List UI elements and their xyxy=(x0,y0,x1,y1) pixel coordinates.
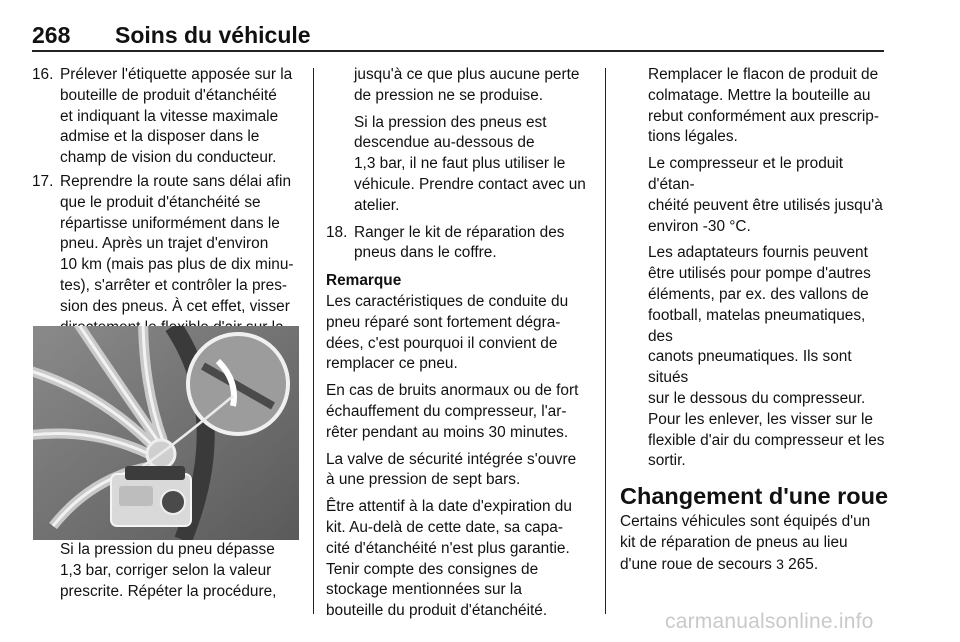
text-line: pneu. Après un trajet d'environ xyxy=(60,235,269,253)
list-item-18 xyxy=(326,223,598,265)
text-fragment: d'une roue de secours xyxy=(620,555,777,573)
text-line: Si la pression du pneu dépasse xyxy=(60,541,275,558)
paragraph xyxy=(620,512,890,575)
text-line: être utilisés pour pompe d'autres xyxy=(648,265,871,283)
item-number: 16. xyxy=(32,66,54,83)
text-line: Reprendre la route sans délai afin xyxy=(60,172,292,190)
text-line: kit de réparation de pneus au lieu xyxy=(620,533,848,551)
column-divider-2 xyxy=(605,68,606,614)
text-line: canots pneumatiques. Ils sont situés xyxy=(648,348,852,387)
text-line: Le compresseur et le produit d'étan- xyxy=(648,155,844,193)
text-line: football, matelas pneumatiques, des xyxy=(648,306,866,345)
text-line: La valve de sécurité intégrée s'ouvre xyxy=(326,450,577,468)
paragraph xyxy=(620,154,890,237)
text-line: 1,3 bar, corriger selon la valeur xyxy=(60,561,272,579)
text-line: Les caractéristiques de conduite du xyxy=(326,292,569,310)
page-title: Soins du véhicule xyxy=(115,22,311,48)
column-divider-1 xyxy=(313,68,314,614)
text-line: répartisse uniformément dans le xyxy=(60,214,280,232)
section-heading: Changement d'une roue xyxy=(620,483,889,510)
tire-compressor-illustration xyxy=(33,326,299,540)
page-reference[interactable]: 265. xyxy=(788,555,819,573)
text-line: sur le dessous du compresseur. xyxy=(648,389,866,407)
text-line: Tenir compte des consignes de xyxy=(326,560,539,578)
text-line: stockage mentionnées sur la xyxy=(326,581,522,599)
text-line: sion des pneus. À cet effet, visser xyxy=(60,297,290,315)
text-line: colmatage. Mettre la bouteille au xyxy=(648,86,871,104)
text-line: à une pression de sept bars. xyxy=(326,471,521,489)
text-line: éléments, par ex. des vallons de xyxy=(648,285,869,303)
text-line: descendue au-dessous de xyxy=(354,134,535,152)
text-line: champ de vision du conducteur. xyxy=(60,149,277,167)
text-line: rêter pendant au moins 30 minutes. xyxy=(326,423,569,441)
text-line: sortir. xyxy=(648,452,686,470)
header-rule xyxy=(32,50,884,52)
text-line: que le produit d'étanchéité se xyxy=(60,193,261,211)
column-2 xyxy=(326,65,598,628)
text-line: Certains véhicules sont équipés d'un xyxy=(620,513,871,531)
watermark: carmanualsonline.info xyxy=(665,610,874,633)
text-line: jusqu'à ce que plus aucune perte xyxy=(354,66,580,83)
page-reference-arrow-icon[interactable]: 3 xyxy=(776,555,784,572)
item-number: 18. xyxy=(326,223,348,241)
text-line: atelier. xyxy=(354,196,400,214)
text-line: tions légales. xyxy=(648,128,738,146)
paragraph xyxy=(326,113,598,217)
text-line: remplacer ce pneu. xyxy=(326,355,458,373)
text-line: Pour les enlever, les visser sur le xyxy=(648,410,873,428)
text-line: tes), s'arrêter et contrôler la pres- xyxy=(60,276,288,294)
text-line: pneus dans le coffre. xyxy=(354,244,497,262)
text-line: En cas de bruits anormaux ou de fort xyxy=(326,382,579,400)
text-line: véhicule. Prendre contact avec un xyxy=(354,175,586,193)
text-line: et indiquant la vitesse maximale xyxy=(60,107,279,125)
text-line: Prélever l'étiquette apposée sur la xyxy=(60,66,293,83)
text-line: Les adaptateurs fournis peuvent xyxy=(648,244,868,262)
paragraph xyxy=(326,65,598,107)
list-item-16 xyxy=(32,65,302,169)
text-line: chéité peuvent être utilisés jusqu'à xyxy=(648,196,883,214)
text-line: échauffement du compresseur, l'ar- xyxy=(326,402,567,420)
item-number: 17. xyxy=(32,172,54,190)
remark-title: Remarque xyxy=(326,272,402,290)
column-3 xyxy=(620,65,890,582)
text-line: 1,3 bar, il ne faut plus utiliser le xyxy=(354,155,566,173)
text-line: Être attentif à la date d'expiration du xyxy=(326,498,572,516)
text-line: de pression ne se produise. xyxy=(354,86,544,104)
text-line: cité d'étanchéité n'est plus garantie. xyxy=(326,539,570,557)
text-line: environ -30 °C. xyxy=(648,217,751,235)
text-line-with-ref xyxy=(620,554,890,576)
remark-paragraph xyxy=(326,381,598,443)
column-1-after-image xyxy=(60,540,305,602)
text-line: kit. Au-delà de cette date, sa capa- xyxy=(326,518,563,536)
paragraph xyxy=(620,65,890,148)
remark-paragraph xyxy=(326,450,598,492)
column-1 xyxy=(32,65,302,362)
remark-paragraph xyxy=(326,497,598,622)
page-number: 268 xyxy=(32,22,71,48)
paragraph xyxy=(620,243,890,472)
text-line: rebut conformément aux prescrip- xyxy=(648,107,879,125)
text-line: bouteille de produit d'étanchéité xyxy=(60,86,277,104)
text-line: pneu réparé sont fortement dégra- xyxy=(326,313,561,331)
text-line: Ranger le kit de réparation des xyxy=(354,223,565,241)
text-line: bouteille du produit d'étanchéité. xyxy=(326,602,548,620)
remark-paragraph xyxy=(326,292,598,375)
text-line: 10 km (mais pas plus de dix minu- xyxy=(60,256,294,274)
text-line: Remplacer le flacon de produit de xyxy=(648,66,879,83)
text-line: dées, c'est pourquoi il convient de xyxy=(326,334,558,352)
text-line: prescrite. Répéter la procédure, xyxy=(60,582,277,600)
text-line: admise et la disposer dans le xyxy=(60,128,260,146)
text-line: flexible d'air du compresseur et les xyxy=(648,431,885,449)
text-line: Si la pression des pneus est xyxy=(354,113,547,131)
